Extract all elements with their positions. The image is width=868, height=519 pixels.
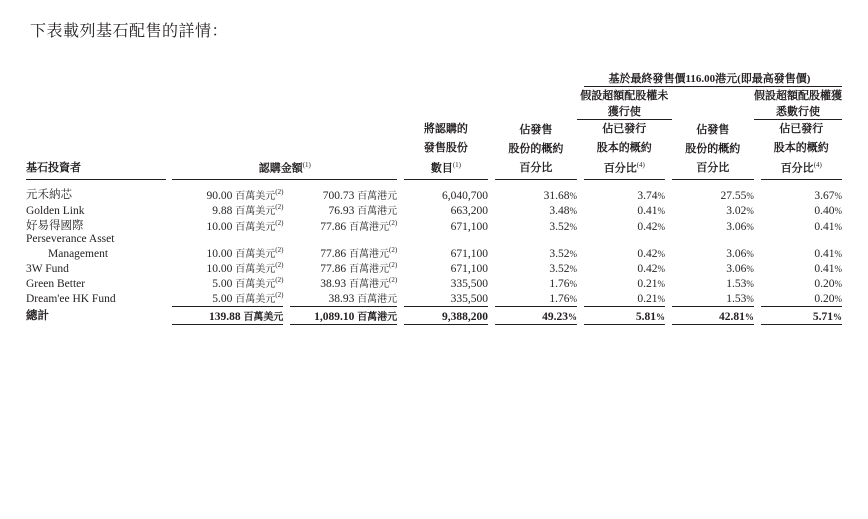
row-shares [404, 233, 488, 245]
header-col-shares [404, 120, 488, 178]
row-amount-hkd: 38.93 百萬港元 [328, 293, 398, 306]
table-row [26, 217, 842, 233]
header-col-pct-offer-a [495, 120, 577, 178]
row-amount-usd [172, 233, 283, 245]
header-col-pct-offer-b-l3: 百分比 [696, 162, 730, 175]
header-col-pct-issued-b [761, 120, 842, 178]
total-pct-issued-a: 5.81% [635, 310, 665, 323]
row-amount-usd: 5.00 百萬美元$^{(2)}$ [212, 276, 284, 291]
row-amount-hkd: 77.86 百萬港元$^{(2)}$ [320, 261, 398, 276]
header-col-shares-l1: 將認購的 [423, 123, 468, 135]
row-investor-name: 3W Fund [26, 263, 69, 276]
header-columns-row [26, 120, 842, 178]
row-pct-offer-a: 3.52% [549, 248, 577, 261]
header-col-pct-offer-a-l2: 股份的概約 [508, 142, 564, 155]
row-investor-name: 元禾納芯 [26, 189, 72, 202]
row-pct-offer-a: 31.68% [543, 190, 577, 203]
cornerstone-placing-table [26, 70, 842, 325]
row-shares: 671,100 [450, 263, 489, 276]
header-col-investor-label: 基石投資者 [26, 162, 81, 175]
row-amount-usd: 10.00 百萬美元$^{(2)}$ [206, 261, 284, 276]
row-amount-usd: 5.00 百萬美元$^{(2)}$ [212, 291, 284, 306]
row-pct-issued-a: 0.42% [637, 248, 665, 261]
rule-total-bot-pct-offer-b [672, 323, 754, 325]
total-pct-offer-b: 42.81% [719, 310, 754, 323]
row-amount-hkd [290, 233, 397, 245]
row-pct-issued-b: 0.20% [814, 293, 842, 306]
header-col-pct-issued-a-note: (4) [636, 160, 645, 169]
row-pct-issued-b: 0.41% [814, 221, 842, 234]
rule-total-bot-pct-issued-b [761, 323, 842, 325]
header-col-investor [26, 120, 166, 178]
rule-total-bot-shares [404, 323, 488, 325]
row-pct-issued-b: 0.41% [814, 263, 842, 276]
row-amount-usd: 10.00 百萬美元$^{(2)}$ [206, 246, 284, 261]
header-group-row-2 [26, 87, 842, 119]
row-pct-issued-b: 0.41% [814, 248, 842, 261]
row-pct-issued-a: 0.21% [637, 293, 665, 306]
row-pct-offer-a: 3.52% [549, 221, 577, 234]
table-row [26, 202, 842, 217]
header-col-shares-l2: 發售股份 [423, 142, 468, 155]
header-group-row-1 [26, 70, 842, 86]
table-row [26, 275, 842, 290]
row-pct-issued-b: 0.20% [814, 278, 842, 291]
row-investor-name: 好易得國際 [26, 220, 84, 233]
row-pct-issued-a: 0.42% [637, 263, 665, 276]
row-amount-hkd: 700.73 百萬港元 [322, 190, 398, 203]
header-col-amount-label: 認購金額 [258, 162, 303, 175]
row-amount-hkd: 76.93 百萬港元 [328, 205, 398, 218]
header-col-pct-offer-b [672, 120, 754, 178]
row-amount-usd: 9.88 百萬美元$^{(2)}$ [212, 203, 284, 218]
row-pct-offer-a: 1.76% [549, 278, 577, 291]
header-col-pct-offer-a-l3: 百分比 [519, 162, 553, 175]
row-pct-offer-b [672, 233, 754, 245]
rule-total-bot-usd [172, 323, 283, 325]
row-pct-offer-b: 1.53% [726, 293, 754, 306]
total-amount-hkd: 1,089.10 百萬港元 [314, 310, 398, 323]
row-amount-hkd: 77.86 百萬港元$^{(2)}$ [320, 219, 398, 234]
header-col-pct-offer-a-l1: 佔發售 [519, 123, 553, 136]
row-investor-name: Dream'ee HK Fund [26, 293, 116, 306]
row-pct-issued-a: 3.74% [637, 190, 665, 203]
row-shares: 6,040,700 [442, 190, 489, 203]
total-label: 總計 [26, 309, 49, 322]
row-pct-issued-b: 0.40% [814, 205, 842, 218]
rule-total-bot-pct-offer-a [495, 323, 577, 325]
table-row [26, 290, 842, 305]
header-col-pct-issued-a-l3: 百分比$^{(4)}$ [603, 160, 645, 175]
row-amount-usd: 10.00 百萬美元$^{(2)}$ [206, 219, 284, 234]
row-pct-offer-b: 3.02% [726, 205, 754, 218]
row-pct-offer-b: 1.53% [726, 278, 754, 291]
row-pct-offer-a: 3.48% [549, 205, 577, 218]
header-col-pct-issued-b-l3: 百分比$^{(4)}$ [780, 160, 822, 175]
row-shares: 663,200 [450, 205, 489, 218]
row-pct-issued-b [761, 233, 842, 245]
row-pct-offer-b: 3.06% [726, 221, 754, 234]
header-col-shares-l3: 數目$^{(1)}$ [430, 160, 462, 175]
row-pct-issued-a: 0.42% [637, 221, 665, 234]
row-pct-issued-a: 0.41% [637, 205, 665, 218]
row-amount-hkd: 38.93 百萬港元$^{(2)}$ [320, 276, 398, 291]
total-pct-issued-b: 5.71% [812, 310, 842, 323]
table-row [26, 186, 842, 202]
row-investor-name: Golden Link [26, 205, 85, 218]
row-pct-issued-a [584, 233, 665, 245]
table-total-row [26, 307, 842, 323]
row-pct-offer-a [495, 233, 577, 245]
row-investor-name: Perseverance Asset [26, 233, 115, 246]
header-full-overallot: 假設超額配股權獲悉數行使 [753, 90, 842, 118]
total-shares: 9,388,200 [442, 310, 489, 323]
row-pct-issued-a: 0.21% [637, 278, 665, 291]
table-row [26, 245, 842, 260]
row-pct-offer-b: 27.55% [720, 190, 754, 203]
row-shares: 671,100 [450, 221, 489, 234]
header-col-pct-issued-b-note: (4) [813, 160, 822, 169]
table-row [26, 233, 842, 245]
total-amount-usd: 139.88 百萬美元 [208, 310, 284, 323]
header-col-pct-offer-b-l1: 佔發售 [696, 123, 730, 136]
row-pct-offer-a: 1.76% [549, 293, 577, 306]
header-col-amount-note: (1) [302, 160, 311, 169]
header-col-pct-issued-a-l2: 股本的概約 [596, 142, 652, 155]
header-col-amount [172, 120, 397, 178]
rule-total-bot-pct-issued-a [584, 323, 665, 325]
row-investor-name: Green Better [26, 278, 86, 291]
header-col-pct-issued-b-l1: 佔已發行 [779, 123, 824, 135]
header-col-pct-issued-a-l1: 佔已發行 [602, 123, 647, 135]
header-col-pct-issued-b-l2: 股本的概約 [773, 142, 829, 155]
rule-total-bot-hkd [290, 323, 397, 325]
row-pct-offer-b: 3.06% [726, 248, 754, 261]
header-col-shares-note: (1) [452, 160, 462, 169]
row-pct-offer-b: 3.06% [726, 263, 754, 276]
row-pct-offer-a: 3.52% [549, 263, 577, 276]
row-shares: 671,100 [450, 248, 489, 261]
row-amount-usd: 90.00 百萬美元$^{(2)}$ [206, 188, 284, 203]
header-col-pct-offer-b-l2: 股份的概約 [685, 142, 741, 155]
row-shares: 335,500 [450, 293, 489, 306]
total-pct-offer-a: 49.23% [542, 310, 577, 323]
header-no-overallot: 假設超額配股權未獲行使 [580, 90, 669, 118]
header-price-basis: 基於最終發售價116.00港元(即最高發售價) [608, 73, 811, 85]
row-pct-issued-b: 3.67% [814, 190, 842, 203]
row-amount-hkd: 77.86 百萬港元$^{(2)}$ [320, 246, 398, 261]
table-row [26, 260, 842, 275]
row-investor-name: Management [48, 248, 109, 261]
row-shares: 335,500 [450, 278, 489, 291]
intro-paragraph: 下表載列基石配售的詳情： [30, 23, 229, 40]
total-bottom-rule [26, 323, 842, 325]
header-col-pct-issued-a [584, 120, 665, 178]
